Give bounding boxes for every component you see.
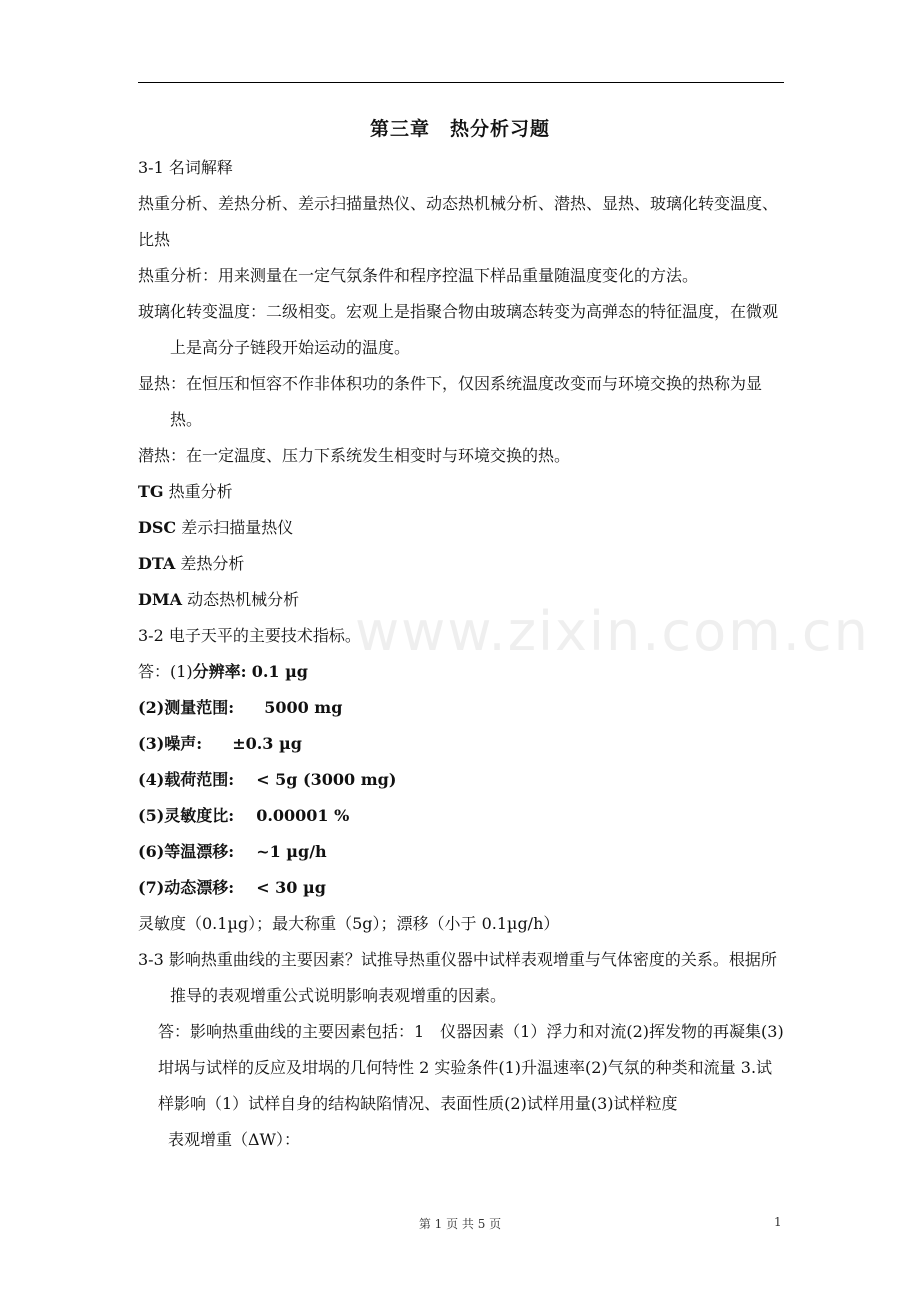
spec-value: < 5g (3000 mg): [256, 770, 397, 789]
section-heading-3-3: 3-3 影响热重曲线的主要因素？试推导热重仪器中试样表观增重与气体密度的关系。根据所推导的表观增重公式说明影响表观增重的因素。: [138, 950, 777, 1005]
abbr-dsc: [138, 510, 784, 546]
spec-resolution: [138, 654, 784, 690]
spec-dynamic-drift: [138, 870, 784, 906]
spec-label: (7)动态漂移:: [138, 878, 235, 897]
watermark: www.zixin.com.cn: [355, 600, 870, 663]
apparent-weight-gain: 表观增重（ΔW）：: [168, 1130, 301, 1149]
spec-sensitivity: [138, 798, 784, 834]
spec-label: (6)等温漂移:: [138, 842, 235, 861]
spec-range: [138, 690, 784, 726]
spec-label: (5)灵敏度比:: [138, 806, 235, 825]
spec-value: ±0.3 µg: [232, 734, 302, 753]
abbr-code: DMA: [138, 590, 182, 609]
spec-value: 5000 mg: [264, 698, 343, 717]
page-indicator: 第 1 页 共 5 页: [418, 1217, 502, 1231]
abbr-dta: [138, 546, 784, 582]
abbr-code: TG: [138, 482, 164, 501]
page-number: 1: [774, 1215, 782, 1229]
spec-isothermal-drift: [138, 834, 784, 870]
term-list: 热重分析、差热分析、差示扫描量热仪、动态热机械分析、潜热、显热、玻璃化转变温度、比热: [138, 194, 779, 249]
abbr-code: DTA: [138, 554, 176, 573]
definition-latent-heat: 潜热：在一定温度、压力下系统发生相变时与环境交换的热。: [138, 446, 571, 465]
spec-value: 0.1 µg: [251, 662, 308, 681]
spec-noise: [138, 726, 784, 762]
document-body: [138, 150, 784, 1158]
spec-value: 0.00001 %: [256, 806, 350, 825]
spec-value: ~1 µg/h: [256, 842, 327, 861]
answer-prefix: 答：(1): [138, 662, 193, 681]
abbr-code: DSC: [138, 518, 177, 537]
definition-glass-transition: 玻璃化转变温度：二级相变。宏观上是指聚合物由玻璃态转变为高弹态的特征温度，在微观上是高分子链段开始运动的温度。: [138, 302, 779, 357]
spec-value: < 30 µg: [256, 878, 326, 897]
answer-3-3: 答：影响热重曲线的主要因素包括：1 仪器因素（1）浮力和对流(2)挥发物的再凝集(3)坩埚与试样的反应及坩埚的几何特性 2 实验条件(1)升温速率(2)气氛的种类和流量 3.试样影响（1）试样自身的结构缺陷情况、表面性质(2)试样用量(3)试样粒度: [158, 1022, 784, 1113]
definition-sensible-heat: 显热：在恒压和恒容不作非体积功的条件下，仅因系统温度改变而与环境交换的热称为显热。: [138, 374, 763, 429]
section-heading-3-2: 3-2 电子天平的主要技术指标。: [138, 626, 361, 645]
sensitivity-summary: 灵敏度（0.1µg）；最大称重（5g）；漂移（小于 0.1µg/h）: [138, 914, 560, 933]
abbr-text: 差热分析: [175, 554, 245, 573]
spec-load: [138, 762, 784, 798]
header-rule: [138, 82, 784, 83]
spec-label: (3)噪声:: [138, 734, 203, 753]
spec-label: (2)测量范围:: [138, 698, 235, 717]
abbr-dma: [138, 582, 784, 618]
abbr-text: 动态热机械分析: [182, 590, 300, 609]
abbr-tg: [138, 474, 784, 510]
chapter-title: 第三章 热分析习题: [369, 118, 550, 140]
spec-label: (4)载荷范围:: [138, 770, 235, 789]
section-heading-3-1: 3-1 名词解释: [138, 158, 233, 177]
abbr-text: 热重分析: [163, 482, 233, 501]
definition-tga: 热重分析：用来测量在一定气氛条件和程序控温下样品重量随温度变化的方法。: [138, 266, 699, 285]
abbr-text: 差示扫描量热仪: [176, 518, 294, 537]
spec-label: 分辨率:: [192, 662, 247, 681]
